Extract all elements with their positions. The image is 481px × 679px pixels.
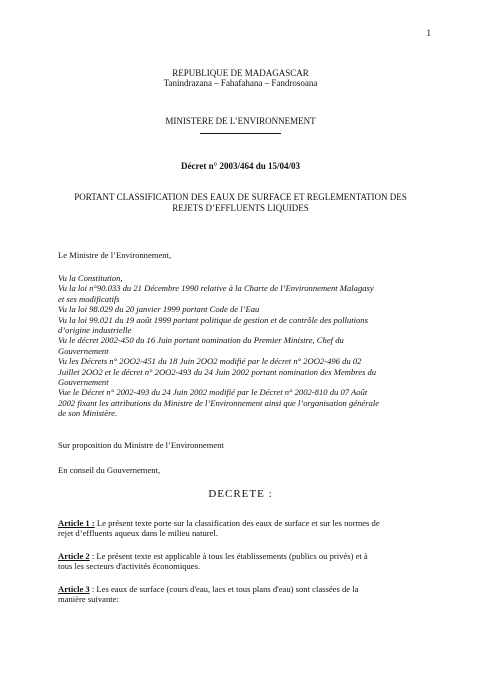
vu-line: Gouvernement bbox=[58, 377, 109, 388]
vu-line: Vu la Constitution, bbox=[58, 273, 123, 283]
ministry-heading: MINISTERE DE L’ENVIRONNEMENT bbox=[165, 116, 316, 126]
decree-title-line: PORTANT CLASSIFICATION DES EAUX DE SURFACE ET REGLEMENTATION DES bbox=[74, 192, 407, 202]
article-3 bbox=[58, 584, 358, 605]
vu-line: Vu la loi 99.021 du 19 août 1999 portant politique de gestion et de contrôle des pollutions bbox=[58, 314, 368, 325]
vu-line: Vu la loi 98.029 du 20 janvier 1999 portant Code de l’Eau bbox=[58, 304, 260, 315]
article-label: Article 3 bbox=[58, 584, 90, 594]
decree-number: Décret n° 2003/464 du 15/04/03 bbox=[181, 161, 300, 171]
vu-line: 2002 fixant les attributions du Ministre de l’Environnement ainsi que l’organisation générale bbox=[58, 397, 380, 408]
vu-list bbox=[58, 273, 424, 419]
vu-line: Vue le Décret n° 2002-493 du 24 Juin 2002 modifié par le Décret n° 2002-810 du 07 Août bbox=[58, 387, 368, 398]
article-text: : Le présent texte est applicable à tous les établissements (publics ou privés) et à bbox=[89, 551, 368, 561]
vu-line: Vu les Décrets n° 2OO2-451 du 18 Juin 2OO2 modifié par le décret n° 2OO2-496 du 02 bbox=[58, 356, 362, 367]
vu-line: d’origine industrielle bbox=[58, 325, 132, 336]
vu-line: Vu la loi n°90.033 du 21 Décembre 1990 relative à la Charte de l’Environnement Malagasy bbox=[58, 283, 374, 294]
article-label: Article 1 : bbox=[58, 518, 95, 528]
national-motto: Tanindrazana – Fahafahana – Fandrosoana bbox=[163, 78, 318, 88]
country-heading: REPUBLIQUE DE MADAGASCAR bbox=[172, 68, 309, 78]
article-1 bbox=[58, 518, 380, 539]
divider bbox=[200, 133, 281, 134]
article-text: manière suivante: bbox=[58, 594, 119, 605]
article-text: tous les secteurs d'activités économiques. bbox=[58, 561, 201, 572]
vu-line: de son Ministère. bbox=[58, 408, 118, 419]
decree-title-line: REJETS D’EFFLUENTS LIQUIDES bbox=[172, 203, 309, 213]
article-text: Le présent texte porte sur la classification des eaux de surface et sur les normes de bbox=[94, 518, 380, 528]
article-2 bbox=[58, 551, 368, 572]
vu-line: Juillet 2OO2 et le décret n° 2OO2-493 du 24 Juin 2002 portant nomination des Membres du bbox=[58, 366, 377, 377]
proposition-line: Sur proposition du Ministre de l’Environnement bbox=[58, 440, 224, 450]
article-text: rejet d’effluents aqueux dans le milieu naturel. bbox=[58, 528, 218, 539]
minister-line: Le Ministre de l’Environnement, bbox=[58, 250, 172, 260]
vu-line: Vu le décret 2002-450 du 16 Juin portant nomination du Premier Ministre, Chef du bbox=[58, 335, 344, 346]
vu-line: et ses modificatifs bbox=[58, 293, 120, 304]
article-label: Article 2 bbox=[58, 551, 90, 561]
decrete-heading: DECRETE : bbox=[208, 488, 273, 500]
article-text: : Les eaux de surface (cours d'eau, lacs et tous plans d'eau) sont classées de la bbox=[89, 584, 359, 594]
conseil-line: En conseil du Gouvernement, bbox=[58, 465, 161, 475]
page-number: 1 bbox=[426, 28, 431, 38]
vu-line: Gouvernement bbox=[58, 345, 109, 356]
